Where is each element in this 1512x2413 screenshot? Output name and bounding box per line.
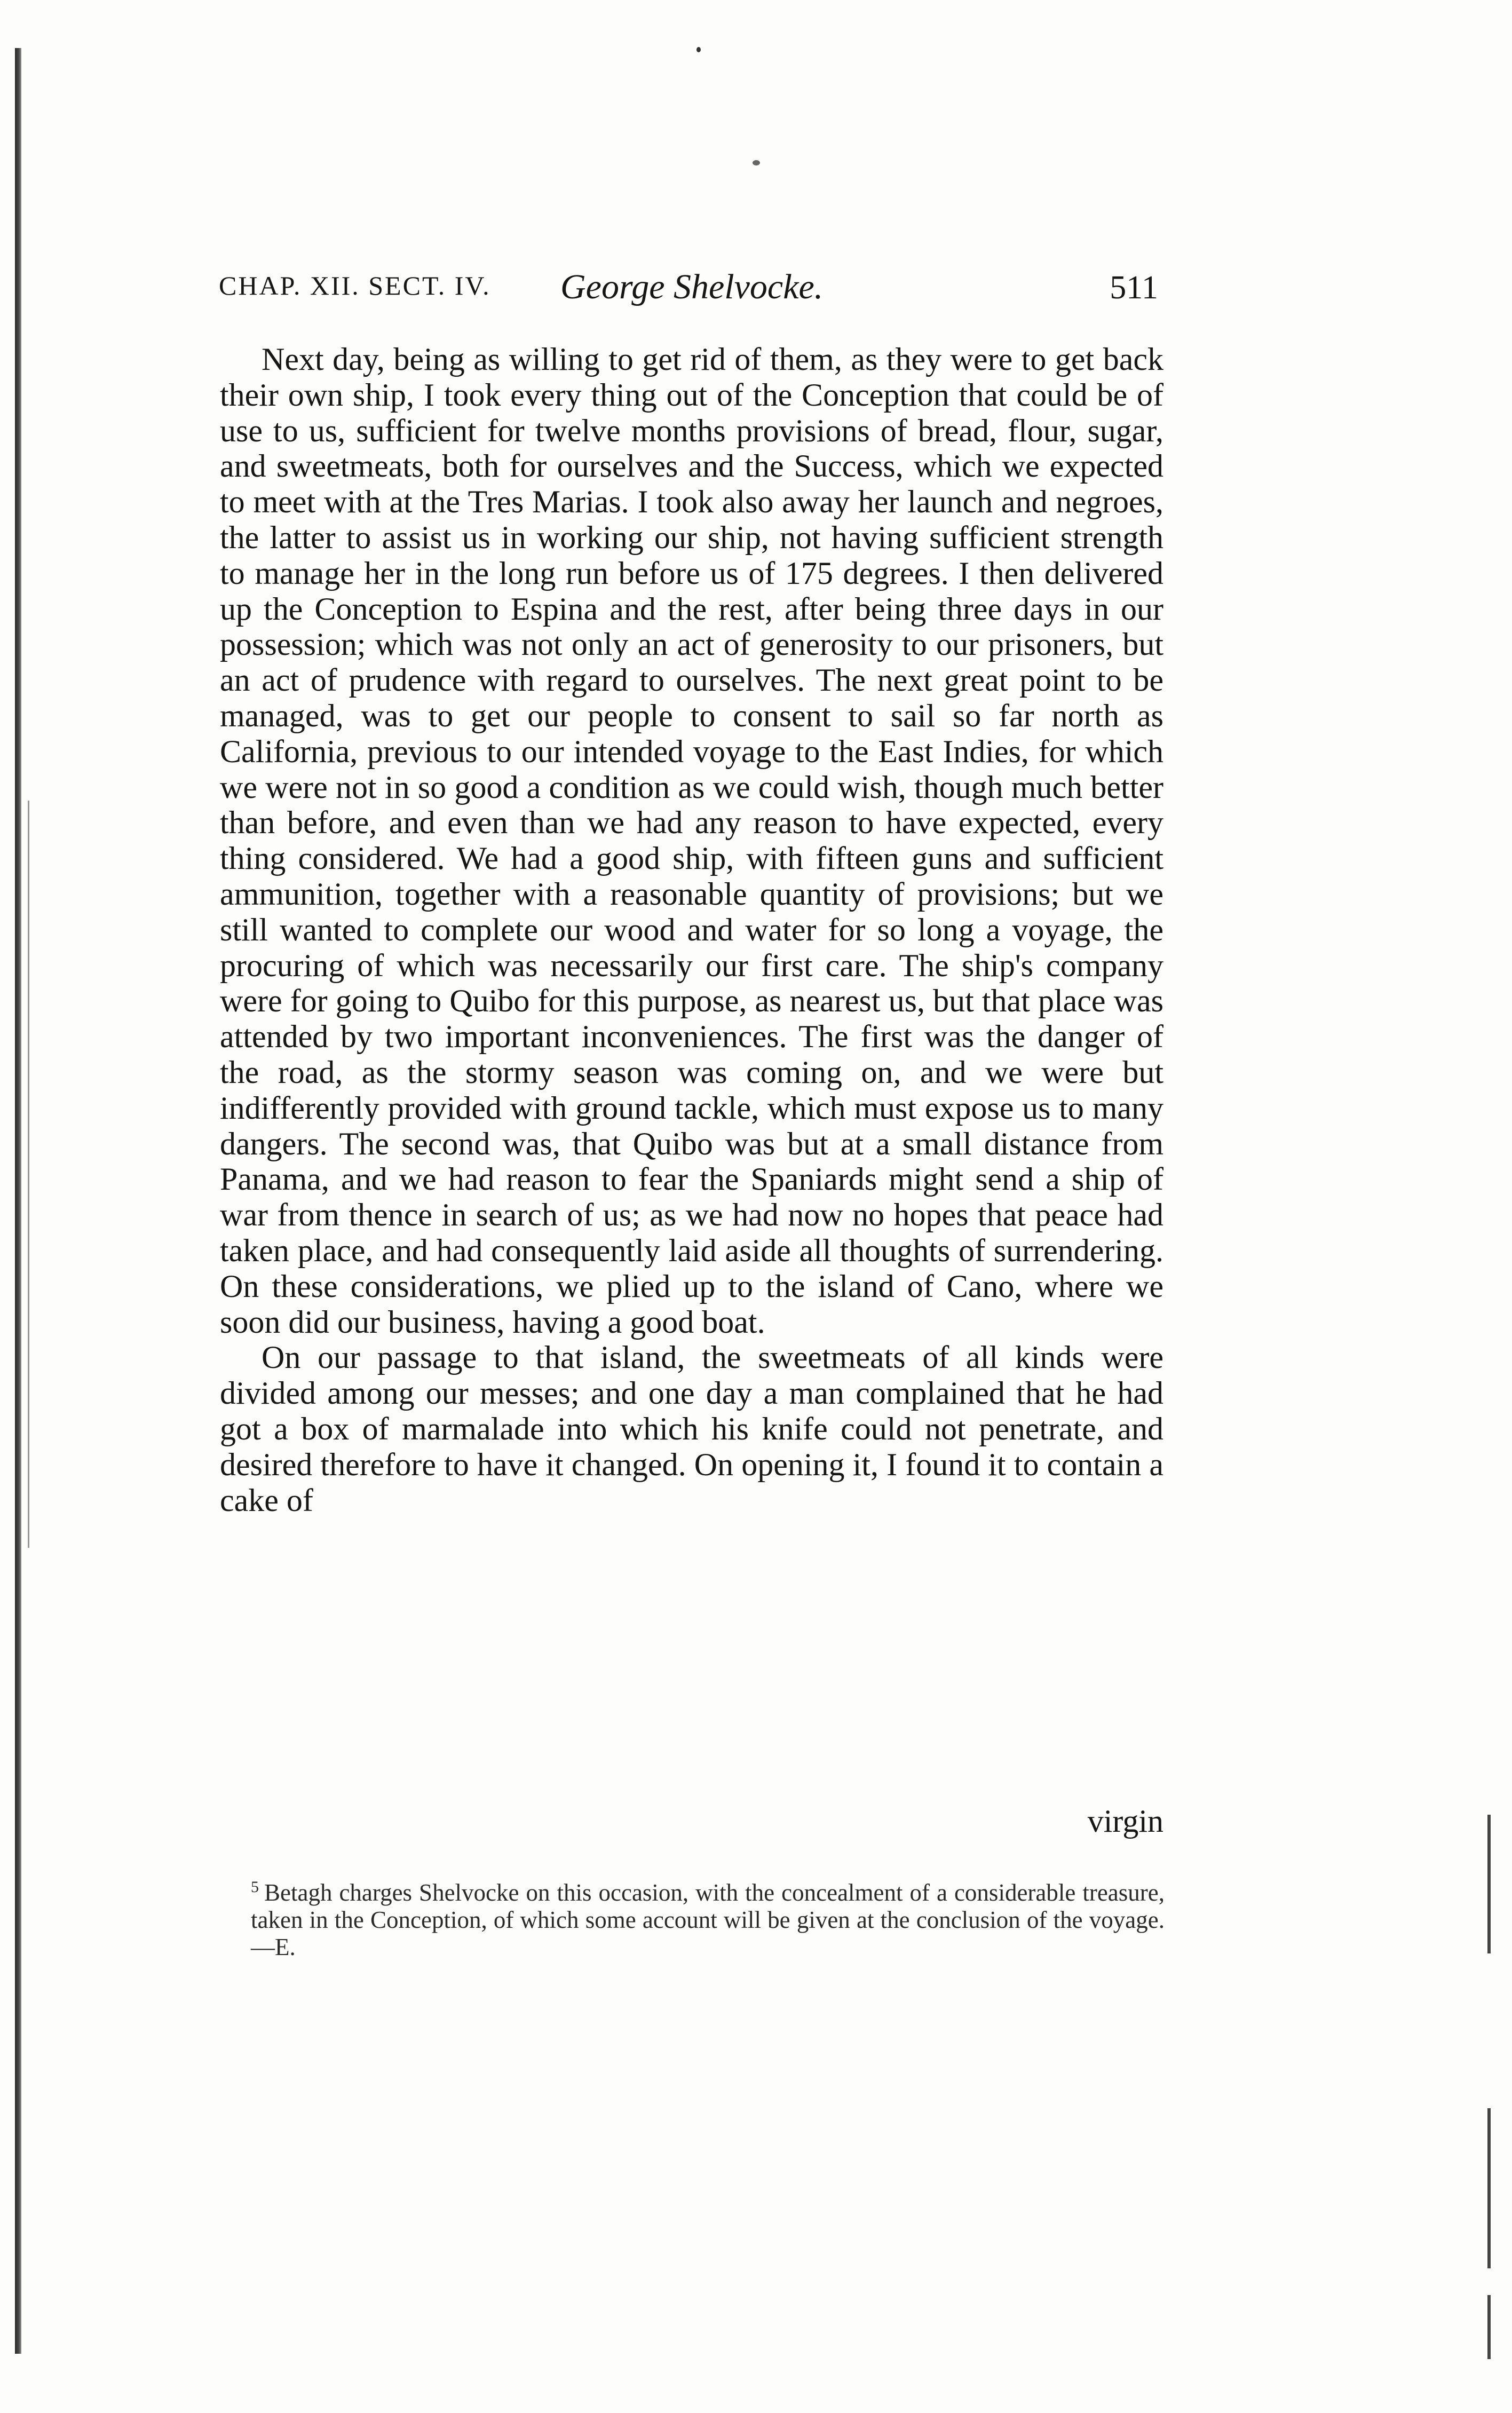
ink-speck [696,47,701,52]
edge-scan-mark [1487,2108,1491,2268]
paragraph: On our passage to that island, the sweetmeats of all kinds were divided among our messes; and one day a man complained that he had got a box of marmalade into which his knife could not penetrate, and desired therefore to have it changed. On opening it, I found it to contain a cake of [220,1340,1163,1518]
footnote-text: Betagh charges Shelvocke on this occasion, with the concealment of a considerable treasure, taken in the Conception, of which some account will be given at the conclusion of the voyage.—E. [251,1879,1165,1960]
running-title: George Shelvocke. [560,267,824,306]
edge-scan-mark [1487,2295,1491,2359]
edge-scan-mark [1487,1815,1491,1953]
page-number: 511 [1110,270,1158,306]
page-binding-shadow [28,801,29,1548]
page-binding-edge [15,48,21,2354]
chapter-section-label: CHAP. XII. SECT. IV. [219,271,491,300]
footnote [251,1873,1165,1961]
ink-speck [753,160,760,165]
paragraph: Next day, being as willing to get rid of them, as they were to get back their own ship, I took every thing out of the Conception that could be of use to us, sufficient for twelve months provisions of bread, flour, sugar, and sweetmeats, both for ourselves and the Success, which we expected to meet with at the Tres Marias. I took also away her launch and negroes, the latter to assist us in working our ship, not having sufficient strength to manage her in the long run before us of 175 degrees. I then delivered up the Conception to Espina and the rest, after being three days in our possession; which was not only an act of generosity to our prisoners, but an act of prudence with regard to ourselves. The next great point to be managed, was to get our people to consent to sail so far north as California, previous to our intended voyage to the East Indies, for which we were not in so good a condition as we could wish, though much better than before, and even than we had any reason to have expected, every thing considered. We had a good ship, with fifteen guns and sufficient ammunition, together with a reasonable quantity of provisions; but we still wanted to complete our wood and water for so long a voyage, the procuring of which was necessarily our first care. The ship's company were for going to Quibo for this purpose, as nearest us, but that place was attended by two important inconveniences. The first was the danger of the road, as the stormy season was coming on, and we were but indifferently provided with ground tackle, which must expose us to many dangers. The second was, that Quibo was but at a small distance from Panama, and we had reason to fear the Spaniards might send a ship of war from thence in search of us; as we had now no hopes that peace had taken place, and had consequently laid aside all thoughts of surrendering. On these considerations, we plied up to the island of Cano, where we soon did our business, having a good boat. [220,342,1163,1340]
footnote-marker: 5 [251,1878,259,1896]
running-head [219,267,1158,315]
catchword: virgin [1087,1803,1163,1839]
body-text [220,342,1163,1518]
